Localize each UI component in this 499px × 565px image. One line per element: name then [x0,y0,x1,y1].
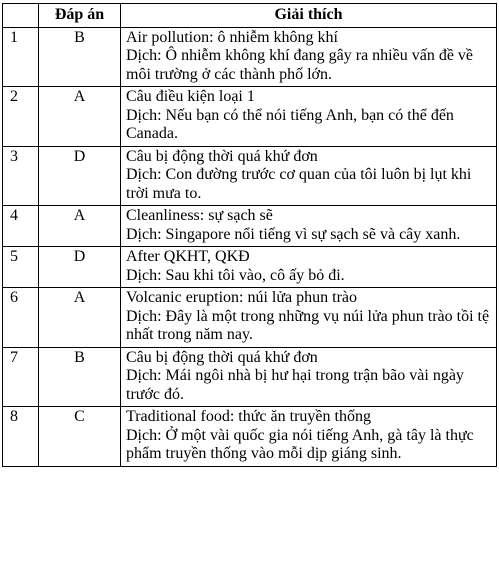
explanation-cell [121,146,497,206]
answer-letter: A [39,206,121,247]
answer-letter: B [39,347,121,407]
answer-letter: B [39,27,121,87]
table-row [3,407,497,467]
explanation-translation: Dịch: Ô nhiễm không khí đang gây ra nhiều vấn đề về môi trường ở các thành phố lớn. [126,47,474,83]
question-number: 8 [3,407,39,467]
question-number: 5 [3,247,39,288]
explanation-translation: Dịch: Ở một vài quốc gia nói tiếng Anh, gà tây là thực phẩm truyền thống vào mỗi dịp giáng sinh. [126,426,474,462]
explanation-cell [121,407,497,467]
explanation-translation: Dịch: Singapore nổi tiếng vì sự sạch sẽ và cây xanh. [126,225,461,243]
explanation-topic: Volcanic eruption: núi lửa phun trào [126,289,357,306]
table-row [3,206,497,247]
explanation-cell [121,27,497,87]
explanation-translation: Dịch: Đây là một trong những vụ núi lửa phun trào tồi tệ nhất trong năm nay. [126,307,490,343]
explanation-topic: Traditional food: thức ăn truyền thống [126,408,371,425]
answer-table [2,3,497,467]
question-number: 3 [3,146,39,206]
explanation-cell [121,288,497,348]
question-number: 1 [3,27,39,87]
question-number: 6 [3,288,39,348]
table-row [3,27,497,87]
answer-letter: D [39,146,121,206]
header-number [3,4,39,28]
explanation-cell [121,87,497,147]
explanation-cell [121,206,497,247]
explanation-topic: Câu điều kiện loại 1 [126,88,255,105]
table-row [3,146,497,206]
explanation-topic: Cleanliness: sự sạch sẽ [126,207,273,224]
explanation-translation: Dịch: Sau khi tôi vào, cô ấy bỏ đi. [126,266,345,284]
header-answer: Đáp án [39,4,121,28]
answer-letter: A [39,87,121,147]
question-number: 4 [3,206,39,247]
explanation-cell [121,247,497,288]
table-row [3,247,497,288]
explanation-topic: After QKHT, QKĐ [126,248,250,265]
explanation-cell [121,347,497,407]
question-number: 7 [3,347,39,407]
explanation-topic: Câu bị động thời quá khứ đơn [126,348,318,366]
header-explanation: Giải thích [121,4,497,28]
explanation-translation: Dịch: Con đường trước cơ quan của tôi luôn bị lụt khi trời mưa to. [126,166,472,202]
table-row [3,87,497,147]
table-row [3,288,497,348]
explanation-translation: Dịch: Mái ngôi nhà bị hư hại trong trận bão vài ngày trước đó. [126,367,464,403]
table-row [3,347,497,407]
explanation-translation: Dịch: Nếu bạn có thể nói tiếng Anh, bạn có thể đến Canada. [126,106,454,142]
answer-letter: C [39,407,121,467]
header-row [3,4,497,28]
explanation-topic: Air pollution: ô nhiễm không khí [126,28,338,46]
answer-letter: D [39,247,121,288]
explanation-topic: Câu bị động thời quá khứ đơn [126,147,318,165]
question-number: 2 [3,87,39,147]
answer-letter: A [39,288,121,348]
